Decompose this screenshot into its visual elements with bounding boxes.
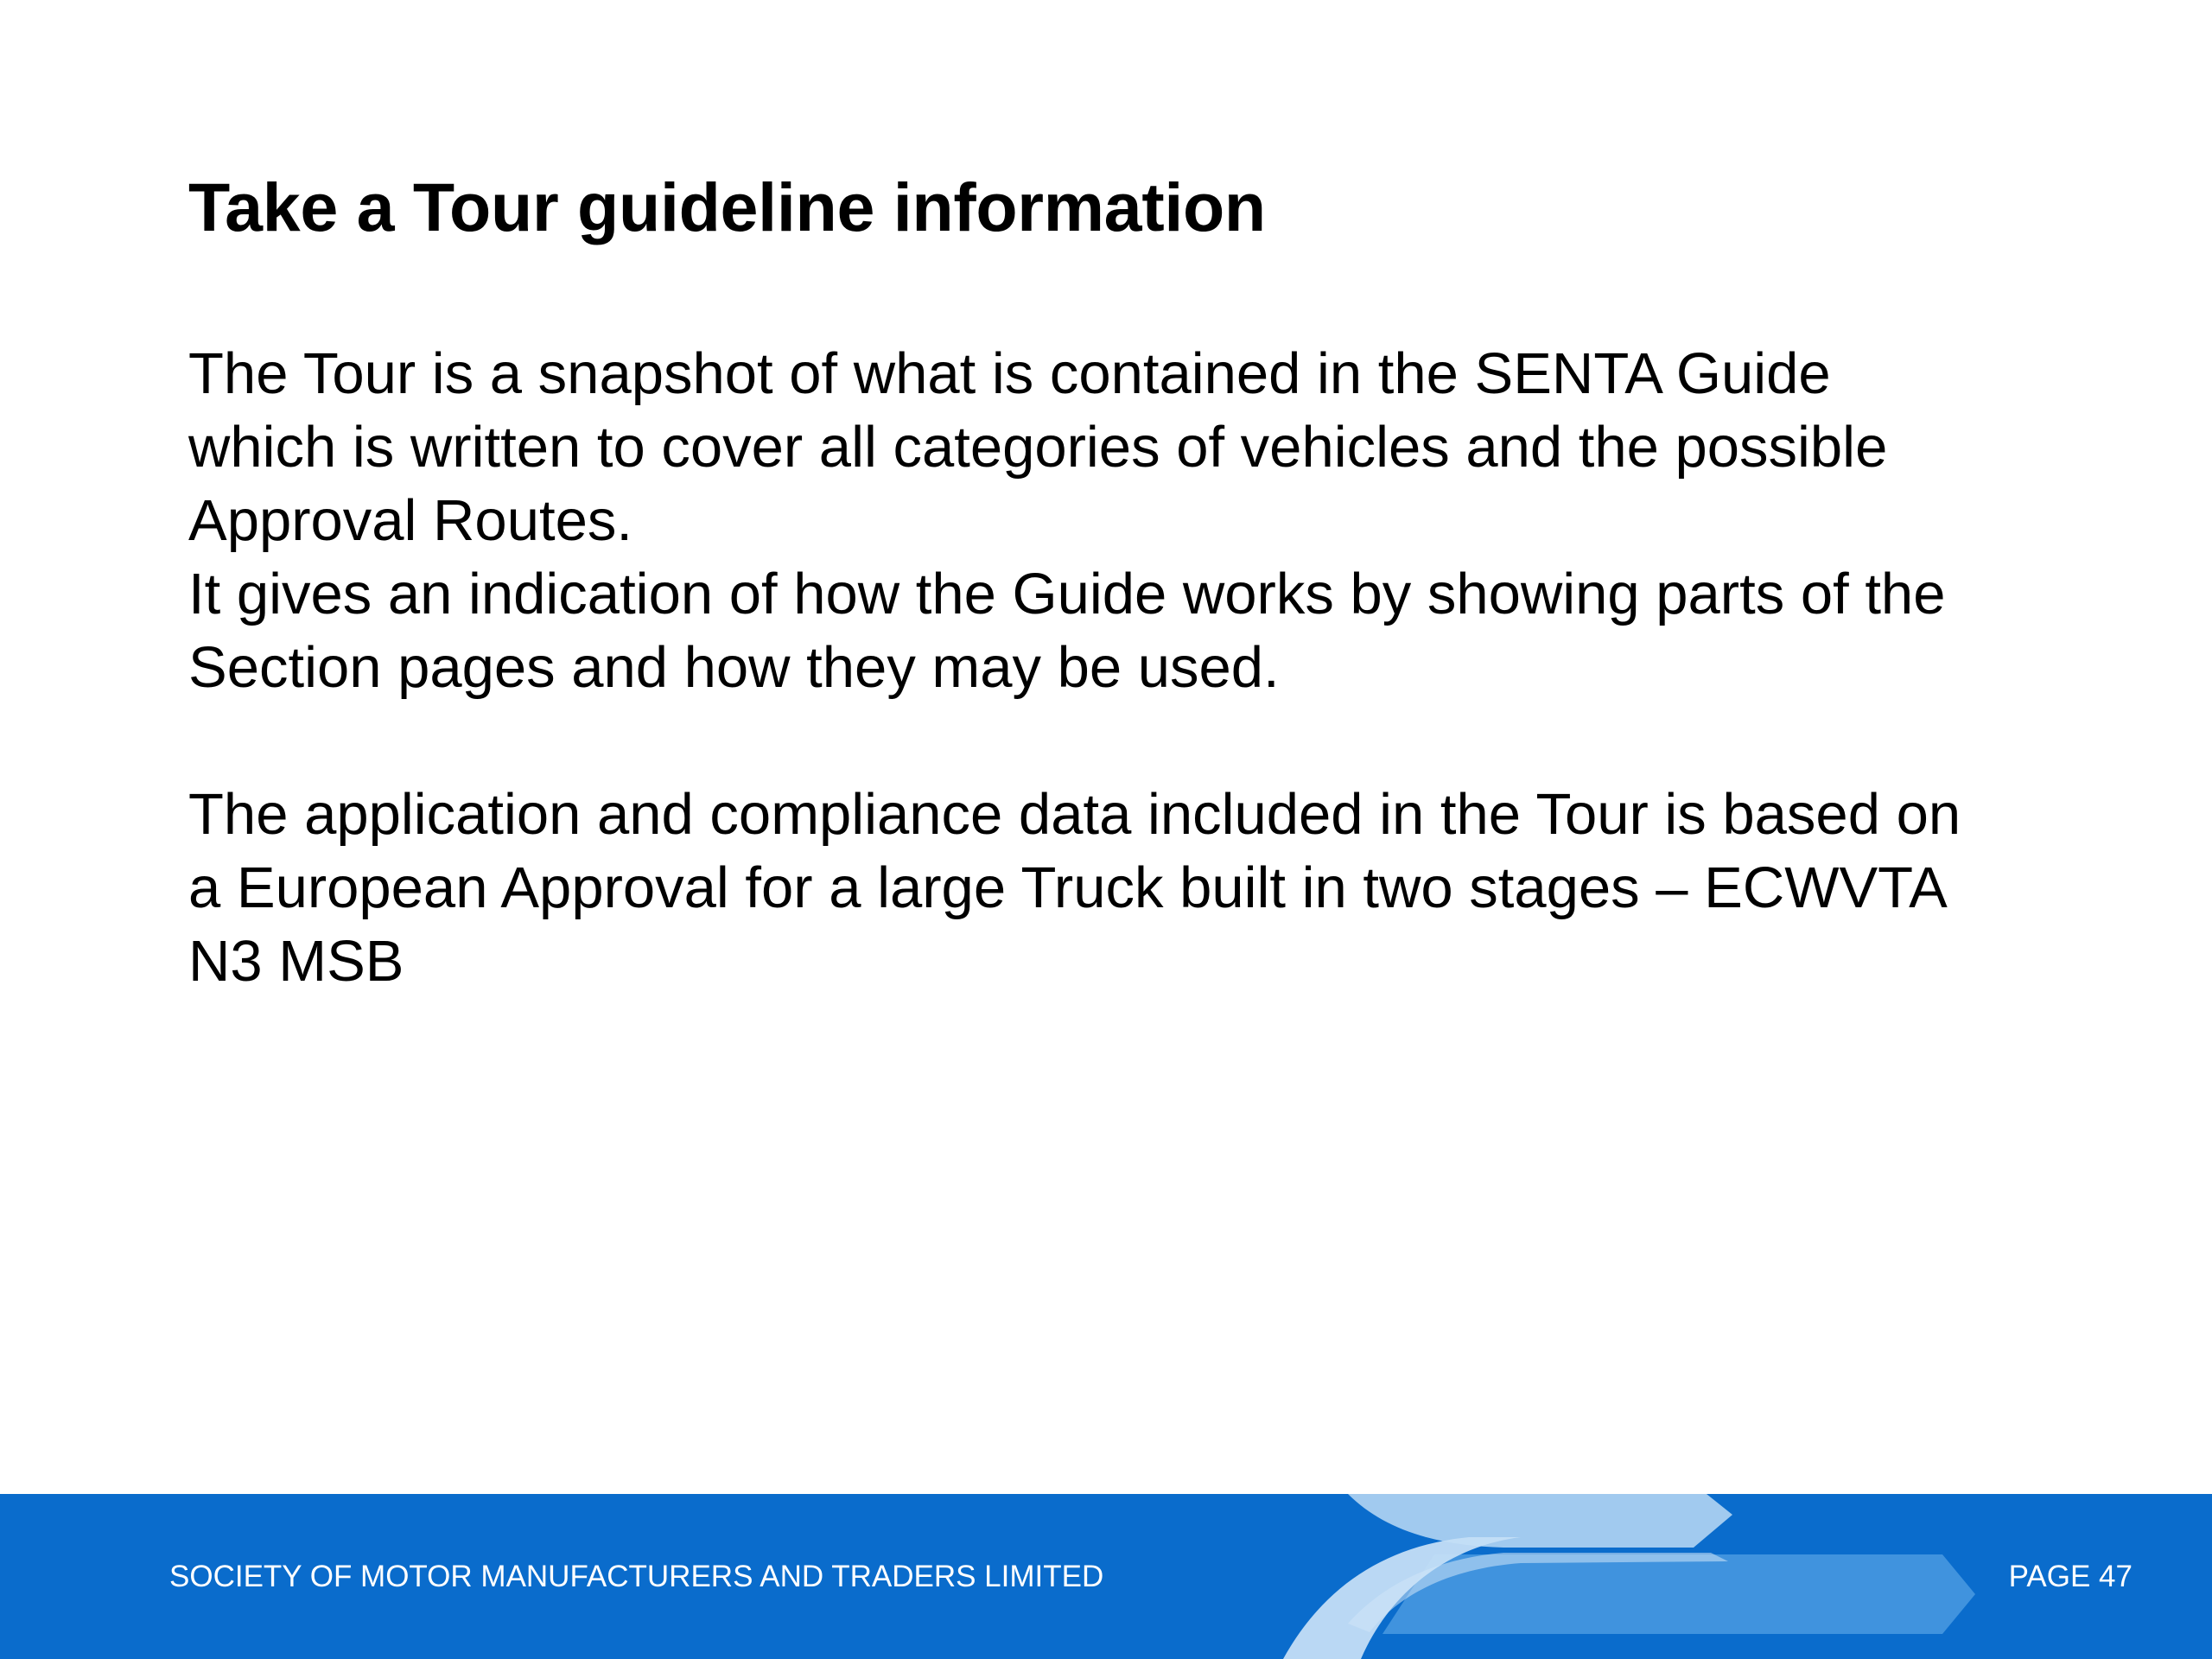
body-line: Approval Routes. — [188, 488, 632, 553]
body-line: N3 MSB — [188, 929, 404, 994]
footer-page-number: PAGE 47 — [2008, 1560, 2133, 1593]
footer-band — [0, 1494, 2212, 1659]
body-line: The application and compliance data included in the Tour is based on — [188, 782, 1961, 847]
body-line: It gives an indication of how the Guide works by showing parts of the — [188, 562, 1946, 626]
body-line: The Tour is a snapshot of what is contained in the SENTA Guide — [188, 341, 1831, 406]
slide-title: Take a Tour guideline information — [188, 168, 1266, 245]
body-line: Section pages and how they may be used. — [188, 635, 1280, 700]
footer-organization: SOCIETY OF MOTOR MANUFACTURERS AND TRADERS LIMITED — [169, 1560, 1104, 1593]
body-line: a European Approval for a large Truck built in two stages – ECWVTA — [188, 855, 1948, 920]
paragraph-spacer — [188, 704, 2133, 778]
slide-body — [188, 337, 2133, 998]
body-line: which is written to cover all categories of vehicles and the possible — [188, 415, 1888, 480]
